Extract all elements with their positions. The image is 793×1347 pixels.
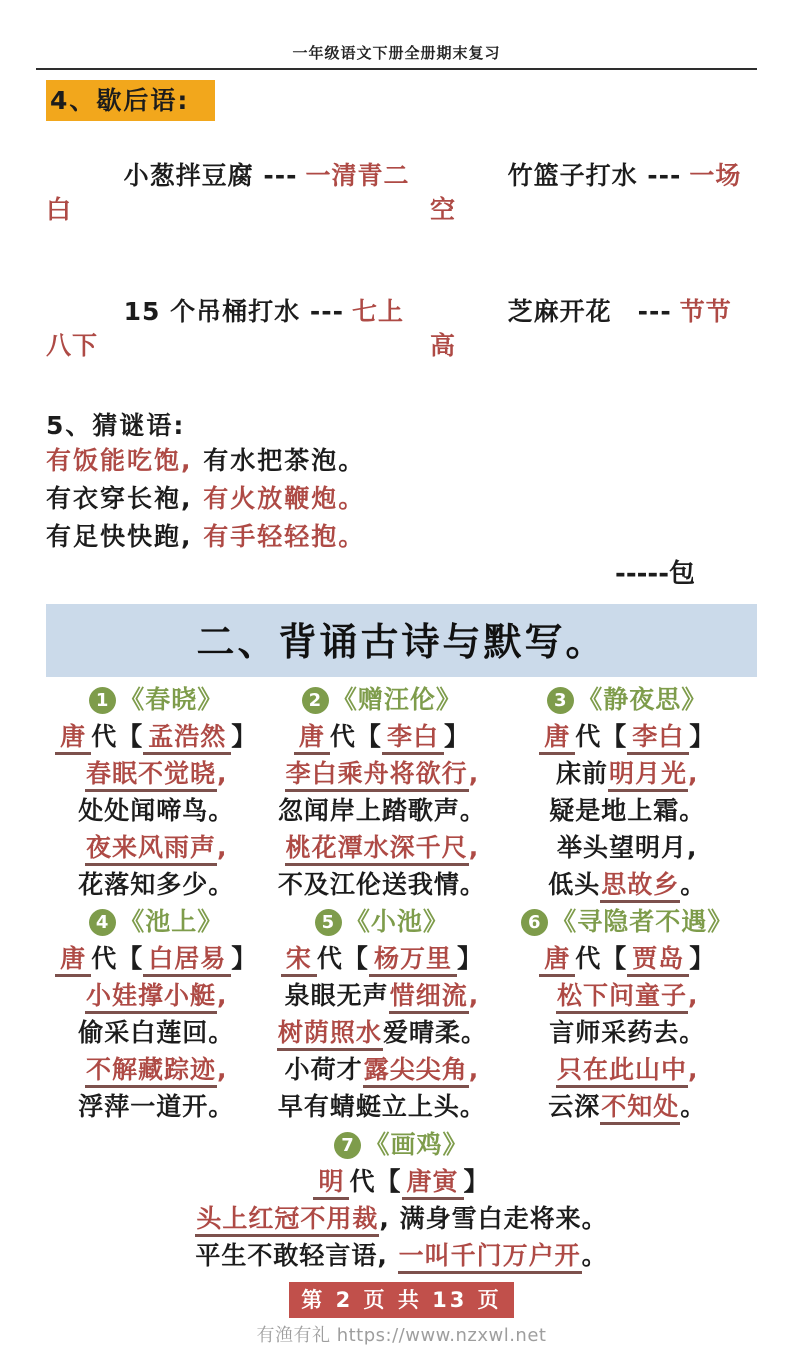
xiehouyu-answer: 一场空 [429, 161, 742, 224]
page-title: 一年级语文下册全册期末复习 [292, 44, 501, 62]
xiehouyu-answer: 节节高 [429, 297, 732, 360]
text-segment: , [687, 981, 699, 1010]
text-segment: 不解藏踪迹 [85, 1055, 217, 1088]
text-segment: , [468, 981, 480, 1010]
section5-heading: 5、猜谜语: [46, 411, 186, 440]
text-segment: , [687, 759, 699, 788]
text-segment: 宋 [281, 944, 317, 977]
text-segment: 唐 [539, 944, 575, 977]
text-segment: 忽闻岸上踏歌声。 [277, 796, 486, 825]
header-divider [36, 68, 757, 70]
verse-line [46, 1237, 757, 1274]
text-segment: 】 [456, 944, 483, 973]
text-segment: 低头 [548, 870, 601, 899]
page-footer [46, 1282, 757, 1347]
verse-line [266, 1051, 497, 1088]
text-segment: 】 [463, 1167, 490, 1196]
verse-line [46, 829, 266, 866]
poem-title [46, 681, 266, 718]
text-segment: 一叫千门万户开 [398, 1241, 582, 1274]
riddle-line [46, 480, 757, 518]
text-segment: 有饭能吃饱, [46, 446, 193, 475]
site-watermark: 有渔有礼 https://www.nzxwl.net [256, 1325, 547, 1346]
poem-title [497, 681, 757, 718]
xiehouyu-question: 小葱拌豆腐 --- [123, 161, 298, 190]
verse-line [46, 1088, 266, 1125]
text-segment: 贾岛 [627, 944, 689, 977]
text-segment: 唐 [55, 944, 91, 977]
section4-heading: 4、歇后语: [46, 80, 215, 121]
verse-line [46, 755, 266, 792]
text-segment: , [379, 1204, 400, 1233]
text-segment: 床前 [555, 759, 608, 788]
verse-line [497, 1088, 757, 1125]
poem-author [266, 940, 497, 977]
riddle-line [46, 518, 757, 556]
verse-line [266, 829, 497, 866]
poem-author [497, 718, 757, 755]
text-segment: 花落知多少。 [78, 870, 235, 899]
verse-line [497, 1051, 757, 1088]
text-segment: 处处闻啼鸟。 [78, 796, 235, 825]
poem-number-badge: 6 [521, 909, 548, 936]
verse-line [497, 1014, 757, 1051]
verse-line [46, 1200, 757, 1237]
text-segment: , [216, 1055, 228, 1084]
page-content [0, 80, 793, 1347]
poem-number-badge: 2 [302, 687, 329, 714]
text-segment: 树荫照水 [277, 1018, 383, 1051]
poem-author [46, 1163, 757, 1200]
text-segment: 不知处 [600, 1092, 680, 1125]
text-segment: 代【 [349, 1167, 402, 1196]
text-segment: 代【 [91, 722, 144, 751]
text-segment: 只在此山中 [556, 1055, 688, 1088]
text-segment: 】 [689, 722, 716, 751]
xiehouyu-grid [46, 125, 757, 397]
poem-card-huaji [46, 1126, 757, 1274]
poem-number-badge: 5 [315, 909, 342, 936]
verse-line [497, 792, 757, 829]
page-number-badge: 第 2 页 共 13 页 [289, 1282, 513, 1318]
text-segment: 露尖尖角 [363, 1055, 469, 1088]
text-segment: 明 [313, 1167, 349, 1200]
text-segment: 唐寅 [402, 1167, 464, 1200]
text-segment: 。 [581, 1241, 608, 1270]
poem-author [497, 940, 757, 977]
xiehouyu-item [46, 125, 430, 261]
poem-title-text: 《静夜思》 [577, 685, 708, 714]
riddle-answer: -----包 [615, 559, 695, 589]
text-segment: , [216, 759, 228, 788]
text-segment: 言师采药去。 [549, 1018, 706, 1047]
text-segment: 明月光 [608, 759, 688, 792]
text-segment: 爱晴柔。 [382, 1018, 487, 1047]
text-segment: 有足快快跑, [46, 522, 204, 551]
verse-line [266, 866, 497, 903]
text-segment: 小娃撑小艇 [85, 981, 217, 1014]
poem-title [46, 903, 266, 940]
poem-title-text: 《小池》 [344, 907, 449, 936]
xiehouyu-question: 竹篮子打水 --- [507, 161, 682, 190]
text-segment: 唐 [294, 722, 330, 755]
poem-card-chishang [46, 903, 266, 1125]
verse-line [266, 977, 497, 1014]
poem-number-badge: 1 [89, 687, 116, 714]
text-segment: 平生不敢轻言语, [195, 1241, 398, 1270]
text-segment: 有火放鞭炮。 [203, 484, 366, 513]
verse-line [46, 866, 266, 903]
verse-line [266, 1088, 497, 1125]
poem-title-text: 《寻隐者不遇》 [551, 907, 734, 936]
text-segment: 代【 [575, 722, 628, 751]
verse-line [497, 977, 757, 1014]
xiehouyu-item [46, 261, 430, 397]
text-segment: 白居易 [143, 944, 231, 977]
verse-line [497, 829, 757, 866]
worksheet-page [0, 42, 793, 1346]
poem-title-text: 《赠汪伦》 [331, 685, 462, 714]
text-segment: 李白 [627, 722, 689, 755]
text-segment: 】 [231, 722, 258, 751]
poem-title [266, 903, 497, 940]
text-segment: 唐 [539, 722, 575, 755]
text-segment: 桃花潭水深千尺 [285, 833, 469, 866]
poem-card-xiaochi [266, 903, 497, 1125]
text-segment: 头上红冠不用裁 [195, 1204, 379, 1237]
verse-line [266, 755, 497, 792]
text-segment: 泉眼无声 [284, 981, 389, 1010]
xiehouyu-question: 芝麻开花 --- [507, 297, 672, 326]
text-segment: 孟浩然 [143, 722, 231, 755]
poem-grid [46, 681, 757, 1125]
text-segment: 有手轻轻抱。 [203, 522, 366, 551]
text-segment: 】 [443, 722, 470, 751]
poem-title [46, 1126, 757, 1163]
text-segment: 代【 [575, 944, 628, 973]
xiehouyu-answer: 一清青二白 [46, 161, 410, 224]
text-segment: 举头望明月, [556, 833, 698, 862]
text-segment: 满身雪白走将来。 [399, 1204, 608, 1233]
text-segment: 李白 [382, 722, 444, 755]
verse-line [46, 977, 266, 1014]
text-segment: , [468, 1055, 480, 1084]
text-segment: 李白乘舟将欲行 [285, 759, 469, 792]
text-segment: 松下问童子 [556, 981, 688, 1014]
text-segment: 】 [689, 944, 716, 973]
text-segment: 唐 [55, 722, 91, 755]
verse-line [497, 755, 757, 792]
verse-line [46, 1014, 266, 1051]
text-segment: 云深 [548, 1092, 601, 1121]
xiehouyu-question: 15 个吊桶打水 --- [123, 297, 344, 326]
poem-number-badge: 4 [89, 909, 116, 936]
poem-card-zengwanglun [266, 681, 497, 903]
verse-line [46, 1051, 266, 1088]
text-segment: 思故乡 [600, 870, 680, 903]
poem-author [266, 718, 497, 755]
text-segment: 杨万里 [369, 944, 457, 977]
riddle-line [46, 442, 757, 480]
poem-author [46, 718, 266, 755]
text-segment: 浮萍一道开。 [78, 1092, 235, 1121]
poem-number-badge: 7 [334, 1132, 361, 1159]
poem-author [46, 940, 266, 977]
text-segment: 有水把茶泡。 [192, 446, 366, 475]
verse-line [46, 792, 266, 829]
poem-card-jingyesi [497, 681, 757, 903]
text-segment: 代【 [316, 944, 369, 973]
text-segment: , [216, 981, 228, 1010]
poem-title-text: 《画鸡》 [364, 1130, 469, 1159]
text-segment: 惜细流 [389, 981, 469, 1014]
text-segment: 不及江伦送我情。 [277, 870, 486, 899]
text-segment: 代【 [91, 944, 144, 973]
poem-title [266, 681, 497, 718]
xiehouyu-item [430, 261, 757, 397]
poem-number-badge: 3 [547, 687, 574, 714]
verse-line [266, 792, 497, 829]
text-segment: 小荷才 [284, 1055, 363, 1084]
text-segment: 夜来风雨声 [85, 833, 217, 866]
text-segment: 】 [231, 944, 258, 973]
text-segment: , [687, 1055, 699, 1084]
poem-card-xunyinzhebuyu [497, 903, 757, 1125]
xiehouyu-item [430, 125, 757, 261]
text-segment: , [468, 833, 480, 862]
verse-line [266, 1014, 497, 1051]
text-segment: 早有蜻蜓立上头。 [277, 1092, 486, 1121]
text-segment: 春眠不觉晓 [85, 759, 217, 792]
text-segment: , [468, 759, 480, 788]
text-segment: 有衣穿长袍, [46, 484, 204, 513]
verse-line [497, 866, 757, 903]
text-segment: 。 [680, 870, 707, 899]
poem-title-text: 《春晓》 [119, 685, 224, 714]
text-segment: 代【 [329, 722, 382, 751]
poem-title-text: 《池上》 [119, 907, 224, 936]
section2-banner: 二、背诵古诗与默写。 [46, 604, 757, 677]
text-segment: , [216, 833, 228, 862]
poem-card-chunxiao [46, 681, 266, 903]
text-segment: 偷采白莲回。 [78, 1018, 235, 1047]
text-segment: 。 [680, 1092, 707, 1121]
text-segment: 疑是地上霜。 [549, 796, 706, 825]
xiehouyu-answer: 七上八下 [46, 297, 404, 360]
poem-title [497, 903, 757, 940]
